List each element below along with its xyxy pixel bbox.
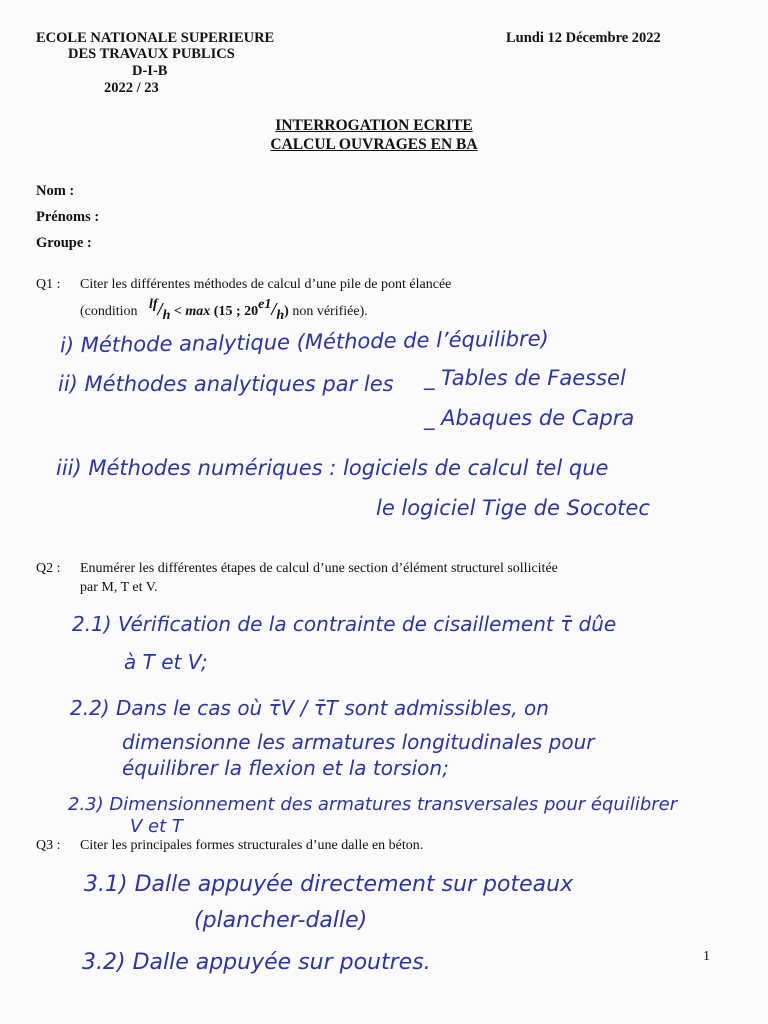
q3-answer-1-line1: 3.1) Dalle appuyée directement sur poteaux xyxy=(84,872,574,897)
q3-text: Citer les principales formes structurales d’une dalle en béton. xyxy=(80,838,424,853)
department: D-I-B xyxy=(132,63,168,79)
q1-answer-2: ii) Méthodes analytiques par les xyxy=(58,372,394,396)
q2-answer-1-line1: 2.1) Vérification de la contrainte de cisaillement τ̄ dûe xyxy=(72,612,617,636)
q1-h1: h xyxy=(162,308,171,323)
q1-answer-2-sub1: _ Tables de Faessel xyxy=(424,366,626,390)
q2-answer-1-line2: à T et V; xyxy=(124,650,208,674)
exam-title-line2: CALCUL OUVRAGES EN BA xyxy=(270,136,478,153)
exam-title-line1: INTERROGATION ECRITE xyxy=(275,117,473,134)
q1-args-close: ) xyxy=(284,304,289,319)
q1-answer-2-sub2: _ Abaques de Capra xyxy=(424,406,635,430)
exam-date: Lundi 12 Décembre 2022 xyxy=(506,30,661,46)
q1-answer-1: i) Méthode analytique (Méthode de l’équilibre) xyxy=(59,326,549,358)
q1-lf: lf xyxy=(149,297,158,312)
page-number: 1 xyxy=(703,949,710,964)
q2-answer-2-line3: équilibrer la flexion et la torsion; xyxy=(122,756,449,780)
q1-e1: e1 xyxy=(258,297,272,312)
q3-answer-2: 3.2) Dalle appuyée sur poutres. xyxy=(82,950,431,975)
school-name-line2: DES TRAVAUX PUBLICS xyxy=(68,46,235,62)
q1-cond-open: (condition xyxy=(80,304,138,319)
academic-year: 2022 / 23 xyxy=(104,80,159,96)
q1-cond-close: non vérifiée). xyxy=(292,304,368,319)
q2-text-line2: par M, T et V. xyxy=(80,580,158,595)
q1-lt-max: < max xyxy=(173,304,211,319)
q1-condition: (condition lf/h < max (15 ; 20e1/h) non vérifiée). xyxy=(80,297,368,323)
q2-text-line1: Enumérer les différentes étapes de calcul d’une section d’élément structurel sollicitée xyxy=(80,561,558,576)
q1-label: Q1 : xyxy=(36,277,61,292)
field-groupe: Groupe : xyxy=(36,235,92,251)
field-nom: Nom : xyxy=(36,183,75,199)
q2-answer-2-line1: 2.2) Dans le cas où τ̄V / τ̄T sont admissibles, on xyxy=(70,696,549,720)
field-prenoms: Prénoms : xyxy=(36,209,100,225)
q2-answer-3-line2: V et T xyxy=(130,816,183,837)
q3-label: Q3 : xyxy=(36,838,61,853)
q1-text: Citer les différentes méthodes de calcul d’une pile de pont élancée xyxy=(80,277,452,292)
q3-answer-1-line2: (plancher-dalle) xyxy=(194,908,368,933)
q1-answer-3-line1: iii) Méthodes numériques : logiciels de calcul tel que xyxy=(56,456,609,480)
q2-label: Q2 : xyxy=(36,561,61,576)
q2-answer-3-line1: 2.3) Dimensionnement des armatures transversales pour équilibrer xyxy=(68,794,678,815)
school-name-line1: ECOLE NATIONALE SUPERIEURE xyxy=(36,30,275,46)
q2-answer-2-line2: dimensionne les armatures longitudinales pour xyxy=(122,730,595,754)
q1-args-open: (15 ; 20 xyxy=(213,304,259,319)
q1-answer-3-line2: le logiciel Tige de Socotec xyxy=(376,496,650,520)
q1-h2: h xyxy=(276,308,285,323)
